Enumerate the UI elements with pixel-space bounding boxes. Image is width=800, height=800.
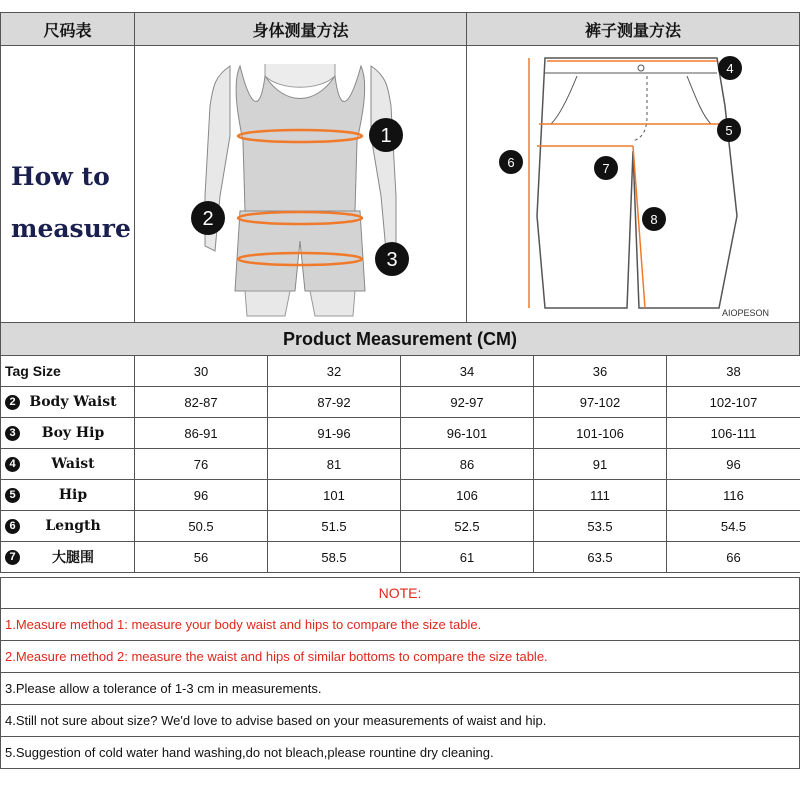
table-row xyxy=(1,542,800,573)
value-cell: 92-97 xyxy=(401,387,534,418)
marker-2-label: 2 xyxy=(202,208,214,230)
marker-4-label: 4 xyxy=(726,61,734,76)
value-cell: 96 xyxy=(135,480,268,511)
row-label-cell xyxy=(1,387,135,418)
marker-1-label: 1 xyxy=(380,125,392,147)
value-cell: 101-106 xyxy=(534,418,667,449)
row-number-badge: 2 xyxy=(5,395,20,410)
row-label-cell xyxy=(1,542,135,573)
row-label-cell xyxy=(1,418,135,449)
marker-8-label: 8 xyxy=(650,212,658,227)
value-cell: 81 xyxy=(268,449,401,480)
value-cell: 102-107 xyxy=(667,387,800,418)
note-item: 2.Measure method 2: measure the waist and hips of similar bottoms to compare the size table. xyxy=(0,640,800,673)
value-cell: 58.5 xyxy=(268,542,401,573)
size-cell: 32 xyxy=(268,356,401,387)
value-cell: 91-96 xyxy=(268,418,401,449)
header-body-measure: 身体测量方法 xyxy=(134,12,467,46)
marker-6-label: 6 xyxy=(507,155,515,170)
value-cell: 86-91 xyxy=(135,418,268,449)
row-number-badge: 7 xyxy=(5,550,20,565)
value-cell: 91 xyxy=(534,449,667,480)
size-cell: 30 xyxy=(135,356,268,387)
size-cell: 34 xyxy=(401,356,534,387)
table-row xyxy=(1,480,800,511)
row-label: 大腿围 xyxy=(52,550,94,566)
value-cell: 82-87 xyxy=(135,387,268,418)
value-cell: 63.5 xyxy=(534,542,667,573)
value-cell: 101 xyxy=(268,480,401,511)
size-cell: 38 xyxy=(667,356,800,387)
row-label: Boy Hip xyxy=(41,425,105,441)
value-cell: 76 xyxy=(135,449,268,480)
body-diagram-panel xyxy=(134,45,467,323)
product-measurement-title: Product Measurement (CM) xyxy=(0,322,800,356)
header-size-chart: 尺码表 xyxy=(0,12,135,46)
how-to-line1: How to xyxy=(11,162,110,191)
value-cell: 61 xyxy=(401,542,534,573)
value-cell: 54.5 xyxy=(667,511,800,542)
note-item: 5.Suggestion of cold water hand washing,do not bleach,please rountine dry cleaning. xyxy=(0,736,800,769)
row-label-cell xyxy=(1,511,135,542)
row-number-badge: 3 xyxy=(5,426,20,441)
value-cell: 106-111 xyxy=(667,418,800,449)
row-label: Length xyxy=(45,518,101,534)
value-cell: 51.5 xyxy=(268,511,401,542)
note-item: 3.Please allow a tolerance of 1-3 cm in measurements. xyxy=(0,672,800,705)
value-cell: 106 xyxy=(401,480,534,511)
row-label: Body Waist xyxy=(29,394,117,410)
value-cell: 87-92 xyxy=(268,387,401,418)
table-row-tag-size xyxy=(1,356,800,387)
row-number-badge: 6 xyxy=(5,519,20,534)
value-cell: 66 xyxy=(667,542,800,573)
size-table xyxy=(0,355,800,573)
how-to-panel xyxy=(0,45,135,323)
value-cell: 96-101 xyxy=(401,418,534,449)
how-to-line2: measure xyxy=(11,214,131,243)
value-cell: 50.5 xyxy=(135,511,268,542)
size-cell: 36 xyxy=(534,356,667,387)
row-label: Waist xyxy=(51,456,95,472)
table-row xyxy=(1,418,800,449)
value-cell: 116 xyxy=(667,480,800,511)
row-label-cell xyxy=(1,449,135,480)
value-cell: 56 xyxy=(135,542,268,573)
table-row xyxy=(1,387,800,418)
row-label: Hip xyxy=(58,487,88,503)
pants-diagram-panel xyxy=(466,45,800,323)
marker-5-label: 5 xyxy=(725,123,733,138)
value-cell: 97-102 xyxy=(534,387,667,418)
value-cell: 96 xyxy=(667,449,800,480)
note-item: 4.Still not sure about size? We'd love to advise based on your measurements of waist and hip. xyxy=(0,704,800,737)
body-figure-illustration xyxy=(135,46,466,322)
pants-illustration xyxy=(467,46,799,322)
value-cell: 52.5 xyxy=(401,511,534,542)
row-label-cell xyxy=(1,480,135,511)
row-number-badge: 5 xyxy=(5,488,20,503)
table-row xyxy=(1,511,800,542)
value-cell: 111 xyxy=(534,480,667,511)
row-number-badge: 4 xyxy=(5,457,20,472)
value-cell: 86 xyxy=(401,449,534,480)
marker-3-label: 3 xyxy=(386,249,398,271)
header-pants-measure: 裤子测量方法 xyxy=(466,12,800,46)
note-title xyxy=(0,577,800,609)
tag-size-label: Tag Size xyxy=(1,356,135,387)
note-item: 1.Measure method 1: measure your body waist and hips to compare the size table. xyxy=(0,608,800,641)
brand-watermark: AIOPESON xyxy=(722,308,770,318)
marker-7-label: 7 xyxy=(602,161,610,176)
table-row xyxy=(1,449,800,480)
value-cell: 53.5 xyxy=(534,511,667,542)
note-title-text: NOTE: xyxy=(378,585,422,601)
